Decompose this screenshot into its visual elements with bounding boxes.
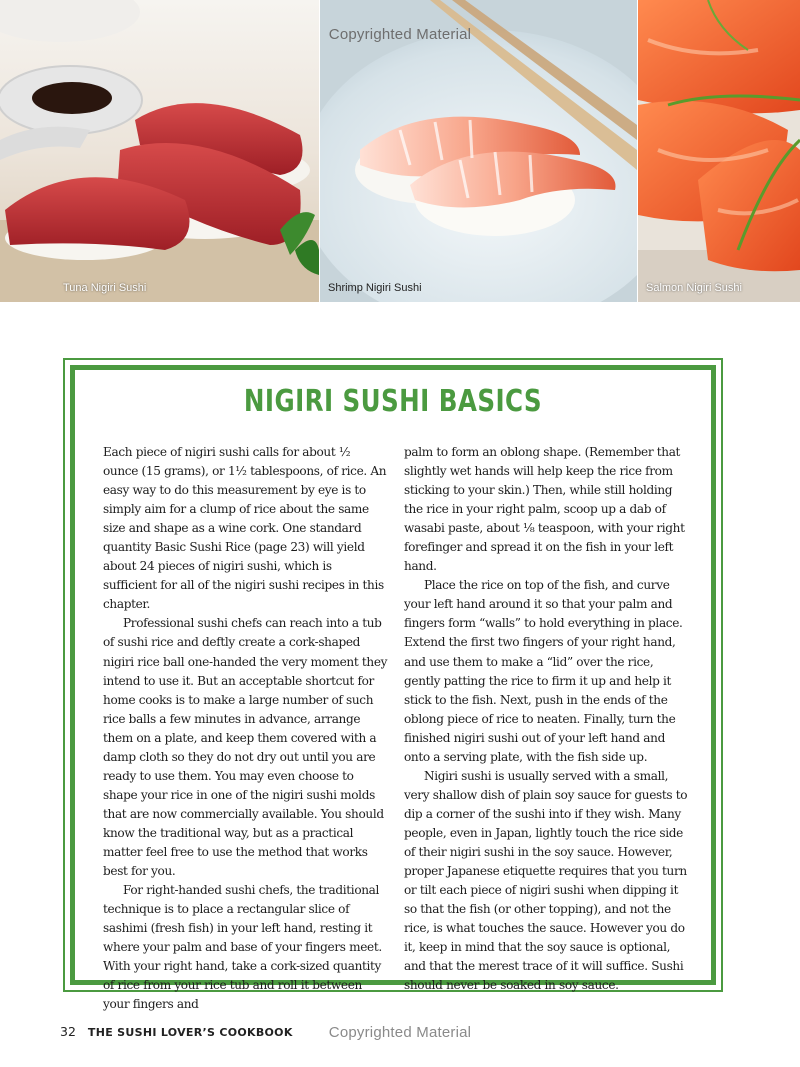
running-book-title: THE SUSHI LOVER’S COOKBOOK <box>87 1026 293 1039</box>
paragraph: palm to form an oblong shape. (Remember that slightly wet hands will help keep the rice from sticking to your skin.) Then, while still holding the rice in your right palm, scoop up a dab of wasabi paste, about ⅛ teaspoon, with your right forefinger and spread it on the fish in your left hand. <box>404 445 685 574</box>
paragraph: For right-handed sushi chefs, the traditional technique is to place a rectangular slice of sashimi (fresh fish) in your left hand, resting it where your palm and base of your fingers meet. With your right hand, take a cork-sized quantity of rice from your rice tub and roll it between your fingers and <box>103 883 382 1012</box>
paragraph: Place the rice on top of the fish, and curve your left hand around it so that your palm and fingers form “walls” to hold everything in place. Extend the first two fingers of your right hand, and use them to make a “lid” over the rice, gently patting the rice to firm it up and help it stick to the fish. Next, push in the ends of the oblong piece of rice to neaten. Finally, turn the finished nigiri sushi out of your left hand and onto a serving plate, with the fish side up. <box>404 578 683 764</box>
paragraph: Professional sushi chefs can reach into a tub of sushi rice and deftly create a cork-shaped nigiri rice ball one-handed the very moment they intend to use it. But an acceptable shortcut for home cooks is to make a large number of such rice balls a few minutes in advance, arrange them on a plate, and keep them covered with a damp cloth so they do not dry out until you are ready to use them. You may even choose to shape your rice in one of the nigiri sushi molds that are now commercially available. You should know the traditional way, but as a practical matter feel free to use the method that works best for you. <box>103 616 388 879</box>
shrimp-caption: Shrimp Nigiri Sushi <box>328 282 422 294</box>
photo-strip <box>0 0 800 302</box>
watermark-bottom: Copyrighted Material <box>328 1024 472 1041</box>
paragraph: Nigiri sushi is usually served with a small, very shallow dish of plain soy sauce for guests to dip a corner of the sushi into if they wish. Many people, even in Japan, lightly touch the rice side of their nigiri sushi in the soy sauce. However, proper Japanese etiquette requires that you turn or tilt each piece of nigiri sushi when dipping it so that the fish (or other topping), and not the rice, is what touches the sauce. However you do it, keep in mind that the soy sauce is optional, and that the merest trace of it will suffice. Sushi should never be soaked in soy sauce. <box>404 768 688 993</box>
sidebar-title: NIGIRI SUSHI BASICS <box>243 384 543 419</box>
paragraph: Each piece of nigiri sushi calls for about ½ ounce (15 grams), or 1½ tablespoons, of rice. An easy way to do this measurement by eye is to simply aim for a clump of rice about the same size and shape as a wine cork. One standard quantity Basic Sushi Rice (page 23) will yield about 24 pieces of nigiri sushi, which is sufficient for all of the nigiri sushi recipes in this chapter. <box>103 445 387 612</box>
tuna-caption: Tuna Nigiri Sushi <box>63 282 147 294</box>
salmon-caption: Salmon Nigiri Sushi <box>646 282 742 294</box>
shrimp-nigiri-photo <box>320 0 637 302</box>
watermark-top: Copyrighted Material <box>328 26 472 43</box>
tuna-nigiri-image <box>0 0 319 302</box>
salmon-nigiri-image <box>638 0 800 302</box>
tuna-nigiri-photo <box>0 0 319 302</box>
right-column <box>404 443 689 995</box>
shrimp-nigiri-image <box>320 0 637 302</box>
left-column <box>103 443 388 1014</box>
page-number: 32 <box>60 1024 76 1039</box>
salmon-nigiri-photo <box>638 0 800 302</box>
